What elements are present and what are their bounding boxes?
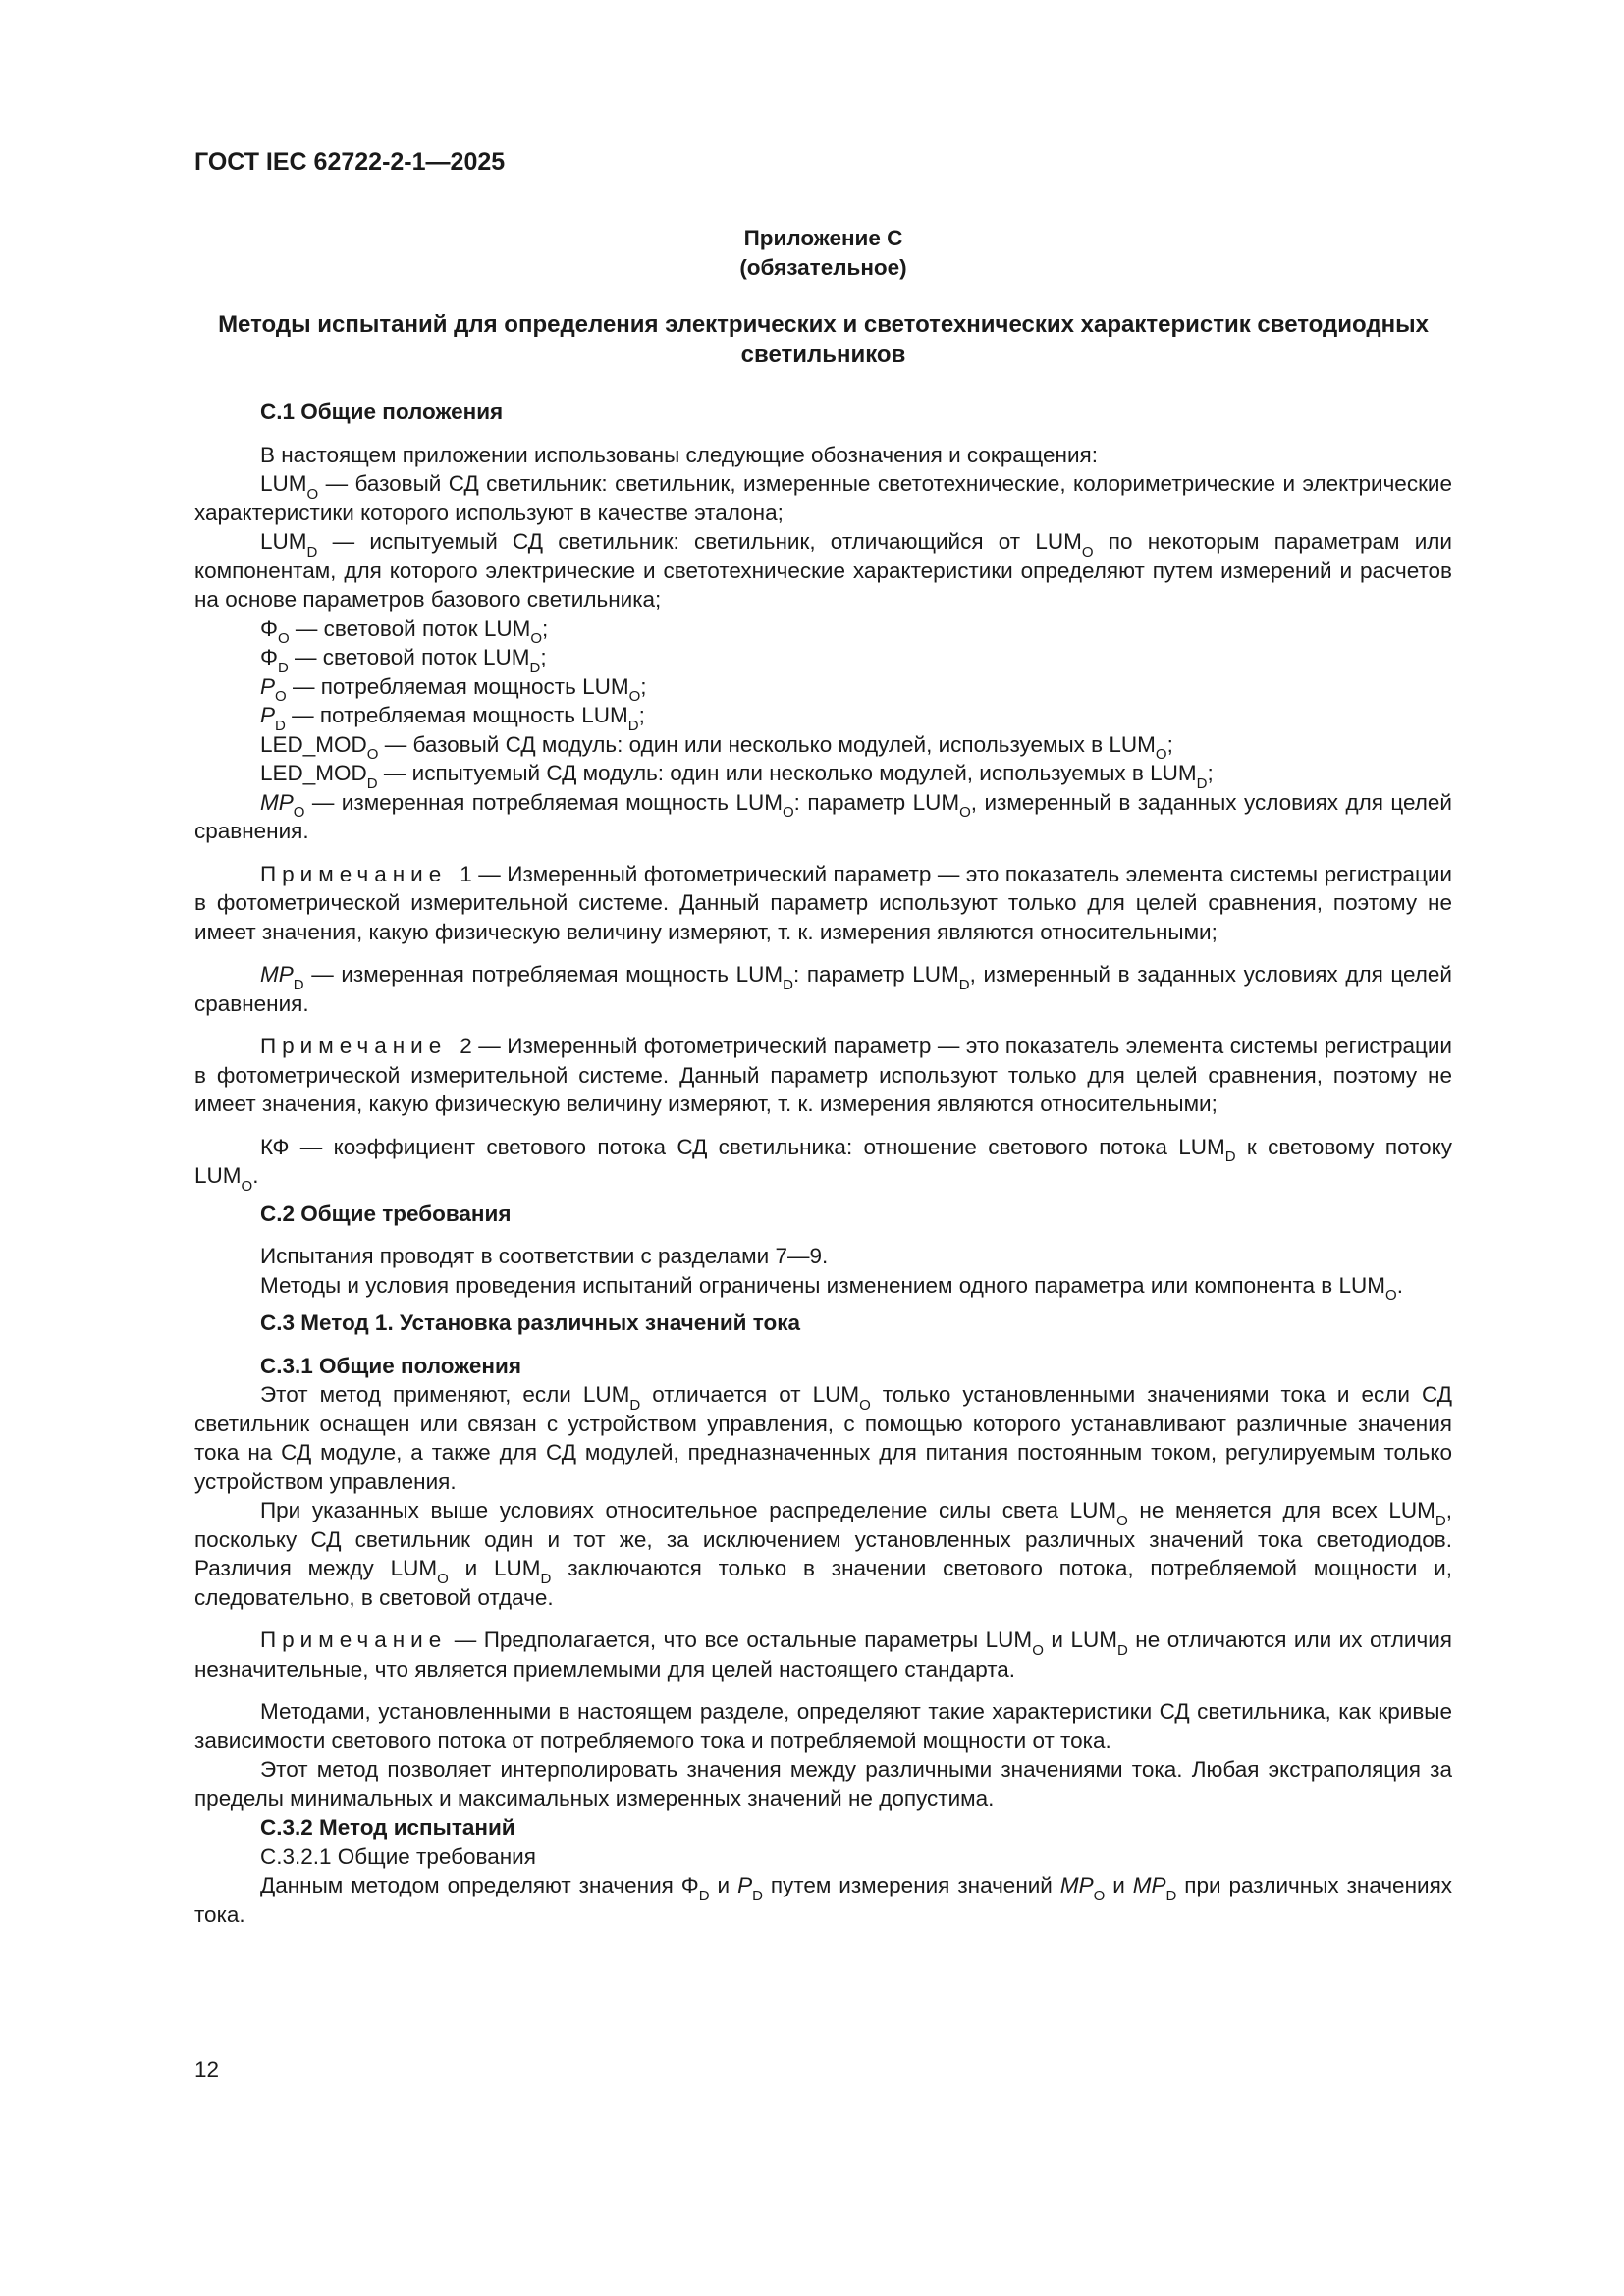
standard-header: ГОСТ IEC 62722-2-1—2025 (194, 148, 506, 176)
main-title: Методы испытаний для определения электрических и светотехнических характеристик светодиодных светильников (218, 311, 1429, 368)
section-c2-heading: С.2 Общие требования (260, 1201, 512, 1226)
section-c1-heading: С.1 Общие положения (260, 400, 504, 424)
c31-paragraph-4: Этот метод позволяет интерполировать значения между различными значениями тока. Любая экстраполяция за пределы минимальных и максимальных измеренных значений не допустима. (194, 1757, 1452, 1811)
def-mp-o: $MP_O$ — измеренная потребляемая мощность $LUM_O$: параметр $LUM_O$, измеренный в заданных условиях для целей сравнения. (194, 789, 1452, 843)
section-c32-heading: С.3.2 Метод испытаний (260, 1815, 515, 1840)
section-c3-heading: С.3 Метод 1. Установка различных значений тока (260, 1310, 800, 1335)
section-c31-heading: С.3.1 Общие положения (260, 1353, 521, 1378)
def-led-mod-o: $LED\_MOD_O$ — базовый СД модуль: один или несколько модулей, используемых в $LUM_O$; (260, 731, 1173, 763)
def-led-mod-d: $LED\_MOD_D$ — испытуемый СД модуль: один или несколько модулей, используемых в $LUM_D$; (260, 761, 1214, 792)
c321-subheading: С.3.2.1 Общие требования (260, 1843, 536, 1869)
note-1: Примечание 1 — Измеренный фотометрический параметр — это показатель элемента системы регистрации в фотометрической измерительной системе. Данный параметр используют только для целей сравнения, поэтому не имеет значения, какую физическую величину измеряют, т. к. измерения являются относительными; (194, 861, 1452, 944)
annex-type: (обязательное) (739, 254, 907, 280)
c2-paragraph-1: Испытания проводят в соответствии с разделами 7—9. (260, 1244, 829, 1268)
def-flux-d: $\Phi_D$ — световой поток $LUM_D$; (260, 645, 547, 676)
definitions-list (194, 441, 1453, 1195)
def-power-d: $P_D$ — потребляемая мощность $LUM_D$; (260, 703, 645, 734)
def-lum-o: $LUM_O$ — базовый СД светильник: светильник, измеренные светотехнические, колориметрические и электрические характеристики которого используют в качестве эталона; (194, 471, 1452, 525)
definitions-intro: В настоящем приложении использованы следующие обозначения и сокращения: (260, 442, 1098, 467)
c31-paragraph-3: Методами, установленными в настоящем разделе, определяют такие характеристики СД светильника, как кривые зависимости светового потока от потребляемого тока и потребляемой мощности от тока. (194, 1699, 1452, 1753)
def-lum-d: $LUM_D$ — испытуемый СД светильник: светильник, отличающийся от $LUM_O$ по некоторым параметрам или компонентам, для которого электрические и светотехнические характеристики определяют путем измерений и расчетов на основе параметров базового светильника; (194, 529, 1452, 612)
def-kf: КФ — коэффициент светового потока СД светильника: отношение светового потока $LUM_D$ к световому потоку $LUM_O$. (194, 1134, 1453, 1195)
c31-note: Примечание — Предполагается, что все остальные параметры $LUM_O$ и $LUM_D$ не отличаются или их отличия незначительные, что является приемлемыми для целей настоящего стандарта. (194, 1628, 1452, 1682)
note-2: Примечание 2 — Измеренный фотометрический параметр — это показатель элемента системы регистрации в фотометрической измерительной системе. Данный параметр используют только для целей сравнения, поэтому не имеет значения, какую физическую величину измеряют, т. к. измерения являются относительными; (194, 1034, 1452, 1116)
def-power-o: $P_O$ — потребляемая мощность $LUM_O$; (260, 673, 647, 705)
c31-paragraph-1: Этот метод применяют, если $LUM_D$ отличается от $LUM_O$ только установленными значениями тока и если СД светильник оснащен или связан с устройством управления, с помощью которого устанавливают различные значения тока на СД модуле, а также для СД модулей, предназначенных для питания постоянным током, регулируемым только устройством управления. (194, 1382, 1452, 1494)
def-flux-o: $\Phi_O$ — световой поток $LUM_O$; (260, 615, 549, 647)
page-number: 12 (194, 2057, 220, 2082)
c31-paragraph-2: При указанных выше условиях относительное распределение силы света $LUM_O$ не меняется для всех $LUM_D$, поскольку СД светильник один и тот же, за исключением установленных различных значений тока светодиодов. Различия между $LUM_O$ и $LUM_D$ заключаются только в значении светового потока, потребляемой мощности и, следовательно, в световой отдаче. (194, 1498, 1452, 1610)
c2-paragraph-2: Методы и условия проведения испытаний ограничены изменением одного параметра или компонента в $LUM_O$. (260, 1272, 1403, 1304)
annex-title: Приложение С (743, 226, 903, 250)
c321-paragraph: Данным методом определяют значения $\Phi_D$ и $P_D$ путем измерения значений $MP_O$ и $MP_D$ при различных значениях тока. (194, 1873, 1452, 1927)
def-mp-d: $MP_D$ — измеренная потребляемая мощность $LUM_D$: параметр $LUM_D$, измеренный в заданных условиях для целей сравнения. (194, 962, 1453, 1016)
